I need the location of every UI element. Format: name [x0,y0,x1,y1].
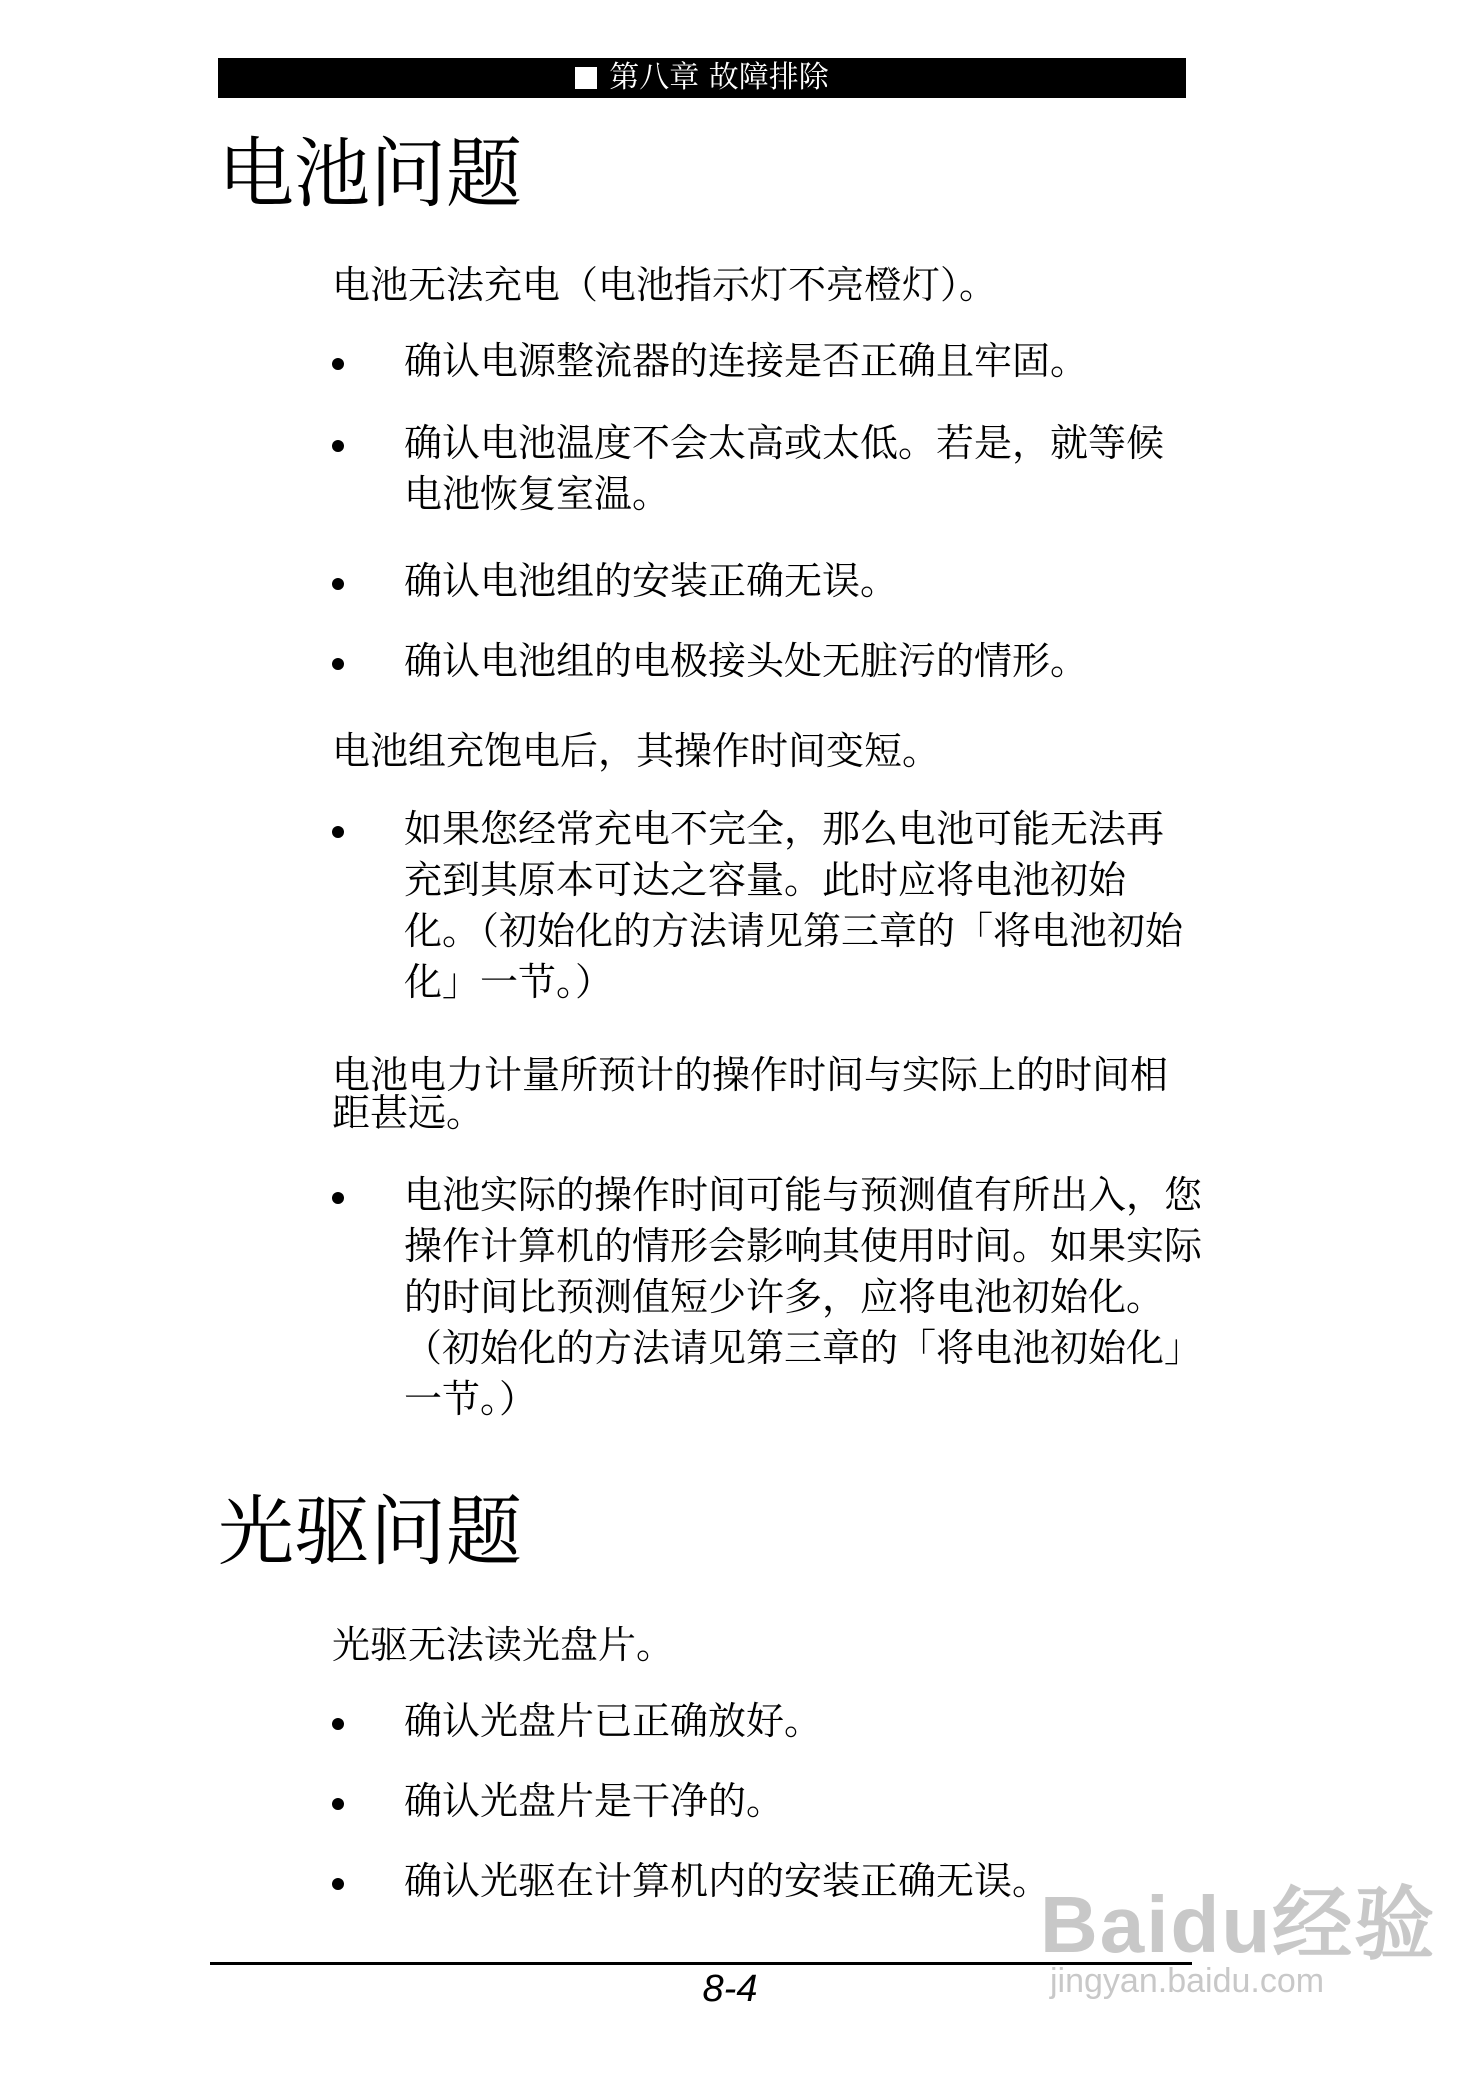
list-item-text: 确认电源整流器的连接是否正确且牢固。 [404,339,1089,383]
list-item-text: 确认电池组的安装正确无误。 [404,559,899,603]
list-item-text: 确认电池组的电极接头处无脏污的情形。 [404,639,1089,683]
list-item-text: 确认光驱在计算机内的安装正确无误。 [404,1859,1051,1903]
battery-problem-2: 电池组充饱电后，其操作时间变短。 [332,729,941,773]
bullet-dot-icon [332,1718,344,1730]
watermark-logo: Baidu经验 [1040,1880,1437,1969]
bullet-dot-icon [332,440,344,452]
page-number: 8-4 [702,1968,758,2010]
list-item-text: 确认光盘片已正确放好。 [404,1699,823,1743]
battery-section-title: 电池问题 [218,129,522,218]
bullet-dot-icon [332,658,344,670]
bullet-dot-icon [332,826,344,838]
list-item-text: 确认光盘片是干净的。 [404,1779,785,1823]
battery-problem-3: 电池电力计量所预计的操作时间与实际上的时间相距甚远。 [332,1053,1169,1135]
list-item-text: 确认电池温度不会太高或太低。若是，就等候电池恢复室温。 [404,421,1165,516]
square-bullet-icon [575,67,597,89]
watermark [1030,1860,1450,2010]
optical-section-title: 光驱问题 [218,1487,522,1576]
chapter-header [218,58,1186,98]
watermark-url: jingyan.baidu.com [1050,1962,1325,2000]
bullet-dot-icon [332,358,344,370]
bullet-dot-icon [332,1192,344,1204]
bullet-dot-icon [332,578,344,590]
optical-problem-1: 光驱无法读光盘片。 [332,1623,675,1667]
chapter-title: 第八章 故障排除 [609,60,829,95]
battery-problem-1: 电池无法充电（电池指示灯不亮橙灯）。 [332,263,998,307]
bullet-dot-icon [332,1878,344,1890]
list-item-text: 如果您经常充电不完全，那么电池可能无法再充到其原本可达之容量。此时应将电池初始化。（初始化的方法请见第三章的「将电池初始化」一节。） [404,807,1184,1004]
list-item-text: 电池实际的操作时间可能与预测值有所出入，您操作计算机的情形会影响其使用时间。如果实际的时间比预测值短少许多，应将电池初始化。（初始化的方法请见第三章的「将电池初始化」一节。） [404,1173,1203,1421]
bullet-dot-icon [332,1798,344,1810]
